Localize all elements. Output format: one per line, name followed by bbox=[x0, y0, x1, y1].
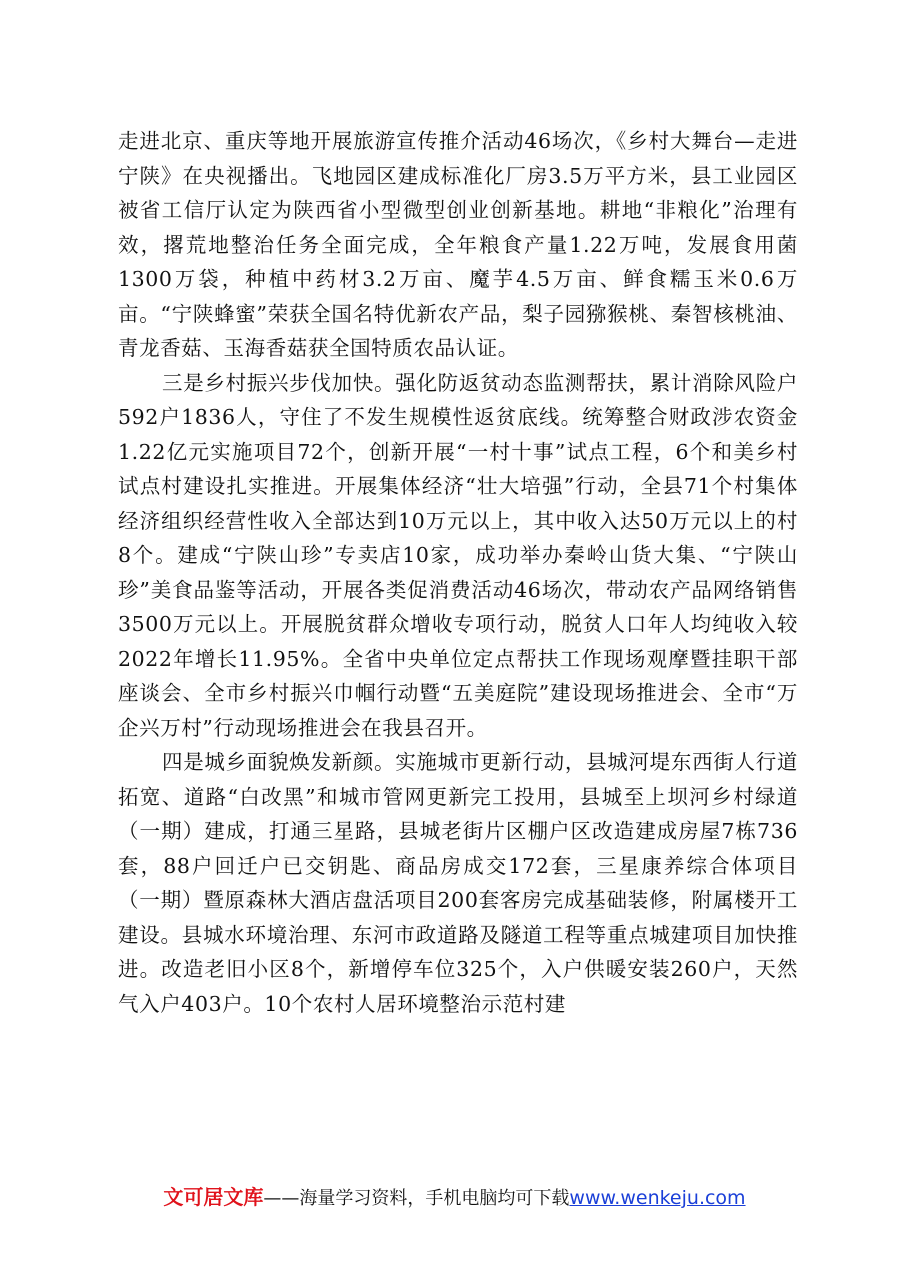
footer-slogan: ——海量学习资料，手机电脑均可下载 bbox=[263, 1188, 570, 1209]
document-body bbox=[118, 124, 798, 1021]
page-footer bbox=[0, 1181, 909, 1210]
paragraph-3: 四是城乡面貌焕发新颜。实施城市更新行动，县城河堤东西街人行道拓宽、道路“白改黑”和城市管网更新完工投用，县城至上坝河乡村绿道（一期）建成，打通三星路，县城老街片区棚户区改造建成房屋7栋736套，88户回迁户已交钥匙、商品房成交172套，三星康养综合体项目（一期）暨原森林大酒店盘活项目200套客房完成基础装修，附属楼开工建设。县城水环境治理、东河市政道路及隧道工程等重点城建项目加快推进。改造老旧小区8个，新增停车位325个，入户供暖安装260户，天然气入户403户。10个农村人居环境整治示范村建 bbox=[118, 750, 798, 1016]
paragraph-1: 走进北京、重庆等地开展旅游宣传推介活动46场次，《乡村大舞台—走进宁陕》在央视播出。飞地园区建成标准化厂房3.5万平方米，县工业园区被省工信厅认定为陕西省小型微型创业创新基地。耕地“非粮化”治理有效，撂荒地整治任务全面完成，全年粮食产量1.22万吨，发展食用菌1300万袋，种植中药材3.2万亩、魔芋4.5万亩、鲜食糯玉米0.6万亩。“宁陕蜂蜜”荣获全国名特优新农产品，梨子园猕猴桃、秦智核桃油、青龙香菇、玉海香菇获全国特质农品认证。 bbox=[118, 129, 798, 360]
footer-site-link[interactable]: www.wenkeju.com bbox=[569, 1187, 746, 1209]
footer-brand: 文可居文库 bbox=[163, 1185, 264, 1209]
paragraph-2: 三是乡村振兴步伐加快。强化防返贫动态监测帮扶，累计消除风险户592户1836人，守住了不发生规模性返贫底线。统筹整合财政涉农资金1.22亿元实施项目72个，创新开展“一村十事”试点工程，6个和美乡村试点村建设扎实推进。开展集体经济“壮大培强”行动，全县71个村集体经济组织经营性收入全部达到10万元以上，其中收入达50万元以上的村8个。建成“宁陕山珍”专卖店10家，成功举办秦岭山货大集、“宁陕山珍”美食品鉴等活动，开展各类促消费活动46场次，带动农产品网络销售3500万元以上。开展脱贫群众增收专项行动，脱贫人口年人均纯收入较2022年增长11.95%。全省中央单位定点帮扶工作现场观摩暨挂职干部座谈会、全市乡村振兴巾帼行动暨“五美庭院”建设现场推进会、全市“万企兴万村”行动现场推进会在我县召开。 bbox=[118, 370, 798, 740]
